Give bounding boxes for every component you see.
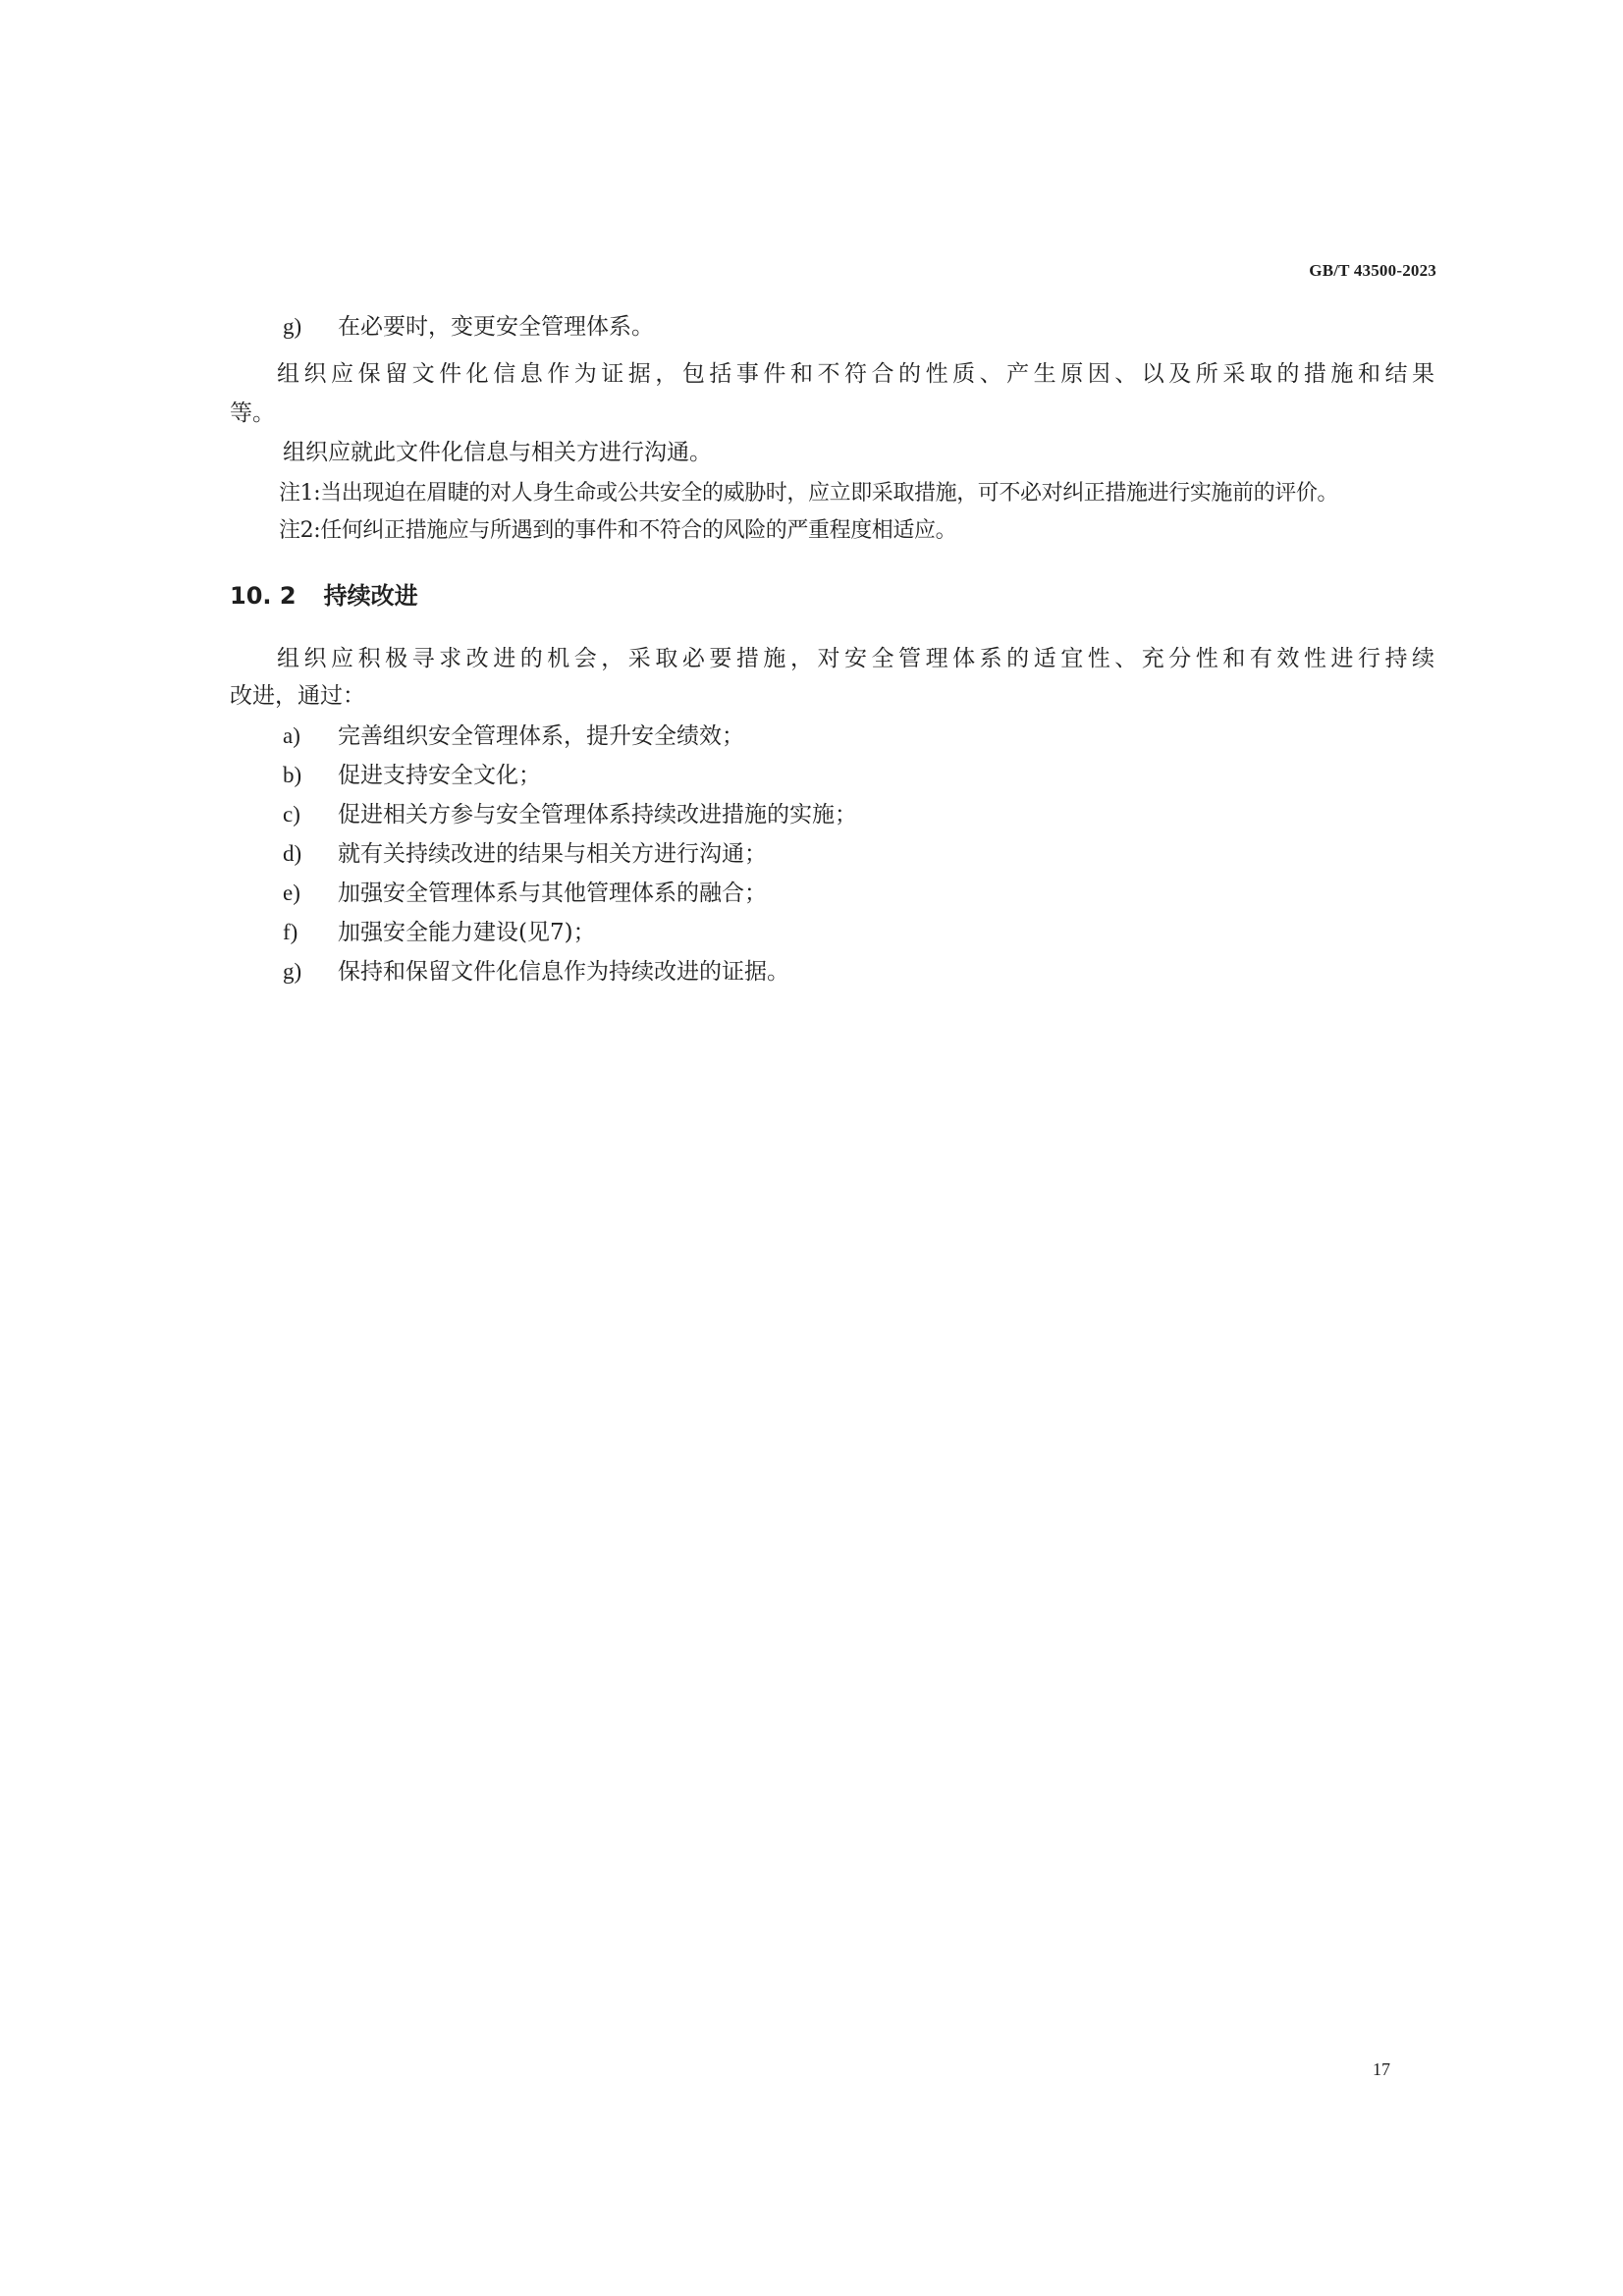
list-item-c (283, 800, 857, 829)
list-item-tag: a) (283, 723, 300, 748)
list-item-d (283, 839, 767, 869)
list-item-f (283, 918, 596, 947)
list-item-text: 保持和保留文件化信息作为持续改进的证据。 (338, 959, 789, 985)
list-item-text: 促进相关方参与安全管理体系持续改进措施的实施； (338, 802, 857, 828)
list-item-g-top (283, 312, 654, 342)
list-item-text: 完善组织安全管理体系，提升安全绩效； (338, 723, 744, 749)
list-item-tag: c) (283, 802, 300, 827)
list-item-tag: e) (283, 881, 300, 905)
section-intro-line2: 改进，通过： (230, 683, 365, 709)
list-item-text: 就有关持续改进的结果与相关方进行沟通； (338, 841, 767, 867)
list-item-text: 加强安全能力建设(见7)； (338, 920, 596, 945)
list-item-e (283, 879, 767, 908)
section-heading (230, 581, 418, 611)
section-intro-line1: 组织应积极寻求改进的机会，采取必要措施，对安全管理体系的适宜性、充分性和有效性进行持续 (277, 646, 1435, 671)
section-number: 10. 2 (230, 582, 297, 610)
list-item-tag: g) (283, 959, 302, 984)
note-1: 注1:当出现迫在眉睫的对人身生命或公共安全的威胁时，应立即采取措施，可不必对纠正措施进行实施前的评价。 (279, 481, 1339, 506)
list-item-tag: f) (283, 920, 298, 944)
paragraph-evidence-line2: 等。 (230, 400, 275, 426)
paragraph-communication: 组织应就此文件化信息与相关方进行沟通。 (283, 440, 712, 465)
section-title: 持续改进 (323, 582, 418, 610)
list-item-text: 在必要时，变更安全管理体系。 (338, 314, 654, 340)
page-number: 17 (1373, 2059, 1390, 2079)
list-item-tag: g) (283, 314, 302, 339)
list-item-text: 加强安全管理体系与其他管理体系的融合； (338, 881, 767, 906)
list-item-tag: b) (283, 763, 302, 787)
list-item-b (283, 761, 541, 790)
note-2: 注2:任何纠正措施应与所遇到的事件和不符合的风险的严重程度相适应。 (279, 518, 957, 543)
list-item-text: 促进支持安全文化； (338, 763, 541, 788)
list-item-tag: d) (283, 841, 302, 866)
list-item-a (283, 721, 744, 751)
list-item-g (283, 957, 789, 987)
paragraph-evidence-line1: 组织应保留文件化信息作为证据，包括事件和不符合的性质、产生原因、以及所采取的措施和结果 (277, 361, 1435, 387)
document-id: GB/T 43500-2023 (1309, 261, 1436, 280)
